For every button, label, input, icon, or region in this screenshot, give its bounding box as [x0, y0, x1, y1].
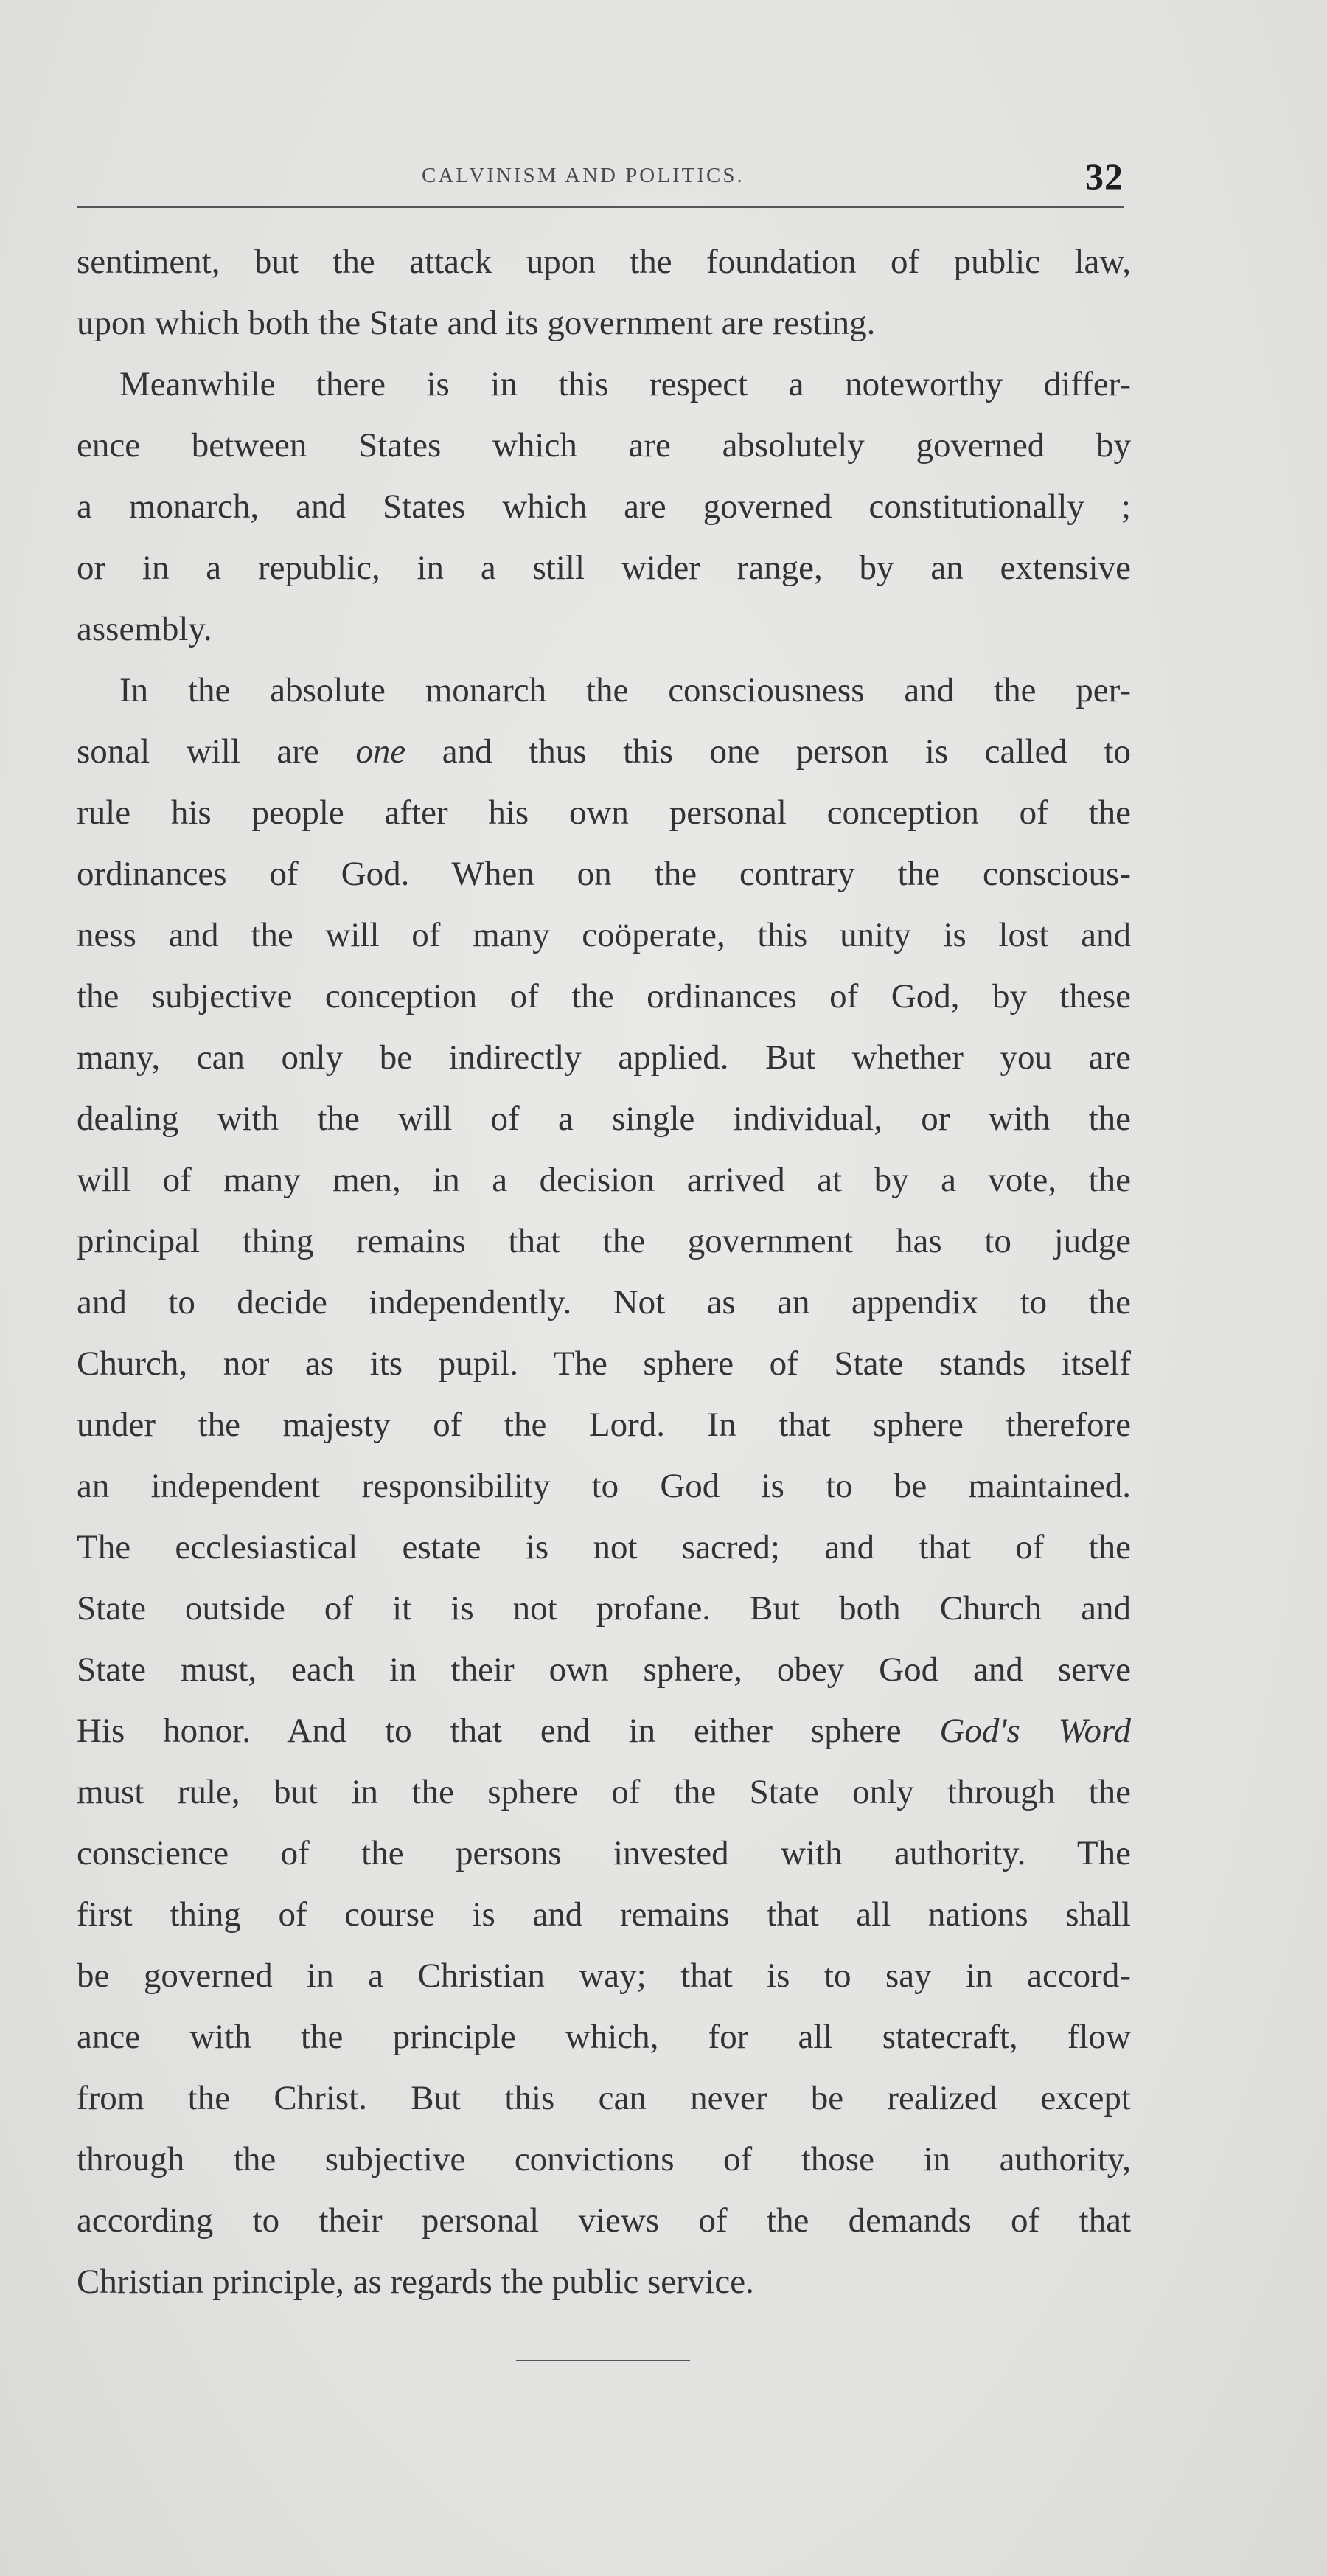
text-line: ance with the principle which, for all statecraft, flow [77, 2018, 1131, 2056]
text-line: under the majesty of the Lord. In that sphere therefore [77, 1406, 1131, 1444]
text-line: Christian principle, as regards the public service. [77, 2263, 754, 2301]
text-line: ence between States which are absolutely governed by [77, 426, 1131, 465]
text-line: sonal will are one and thus this one person is called to [77, 732, 1131, 771]
text-line: through the subjective convictions of those in authority, [77, 2140, 1131, 2179]
text-line: the subjective conception of the ordinances of God, by these [77, 977, 1131, 1016]
text-line: sentiment, but the attack upon the foundation of public law, [77, 243, 1131, 281]
italic-text: one [355, 732, 406, 771]
text-line: and to decide independently. Not as an appendix to the [77, 1283, 1131, 1322]
text-line: assembly. [77, 610, 212, 648]
text-line: according to their personal views of the demands of that [77, 2201, 1131, 2240]
text-line: first thing of course is and remains that all nations shall [77, 1895, 1131, 1934]
paragraph-first-line: Meanwhile there is in this respect a noteworthy differ- [119, 365, 1131, 403]
text-line: Church, nor as its pupil. The sphere of State stands itself [77, 1344, 1131, 1383]
header-rule [77, 206, 1124, 208]
text-line: a monarch, and States which are governed constitutionally ; [77, 487, 1131, 526]
text-line: or in a republic, in a still wider range, by an extensive [77, 549, 1131, 587]
text-line: ness and the will of many coöperate, this unity is lost and [77, 916, 1131, 954]
text-line: be governed in a Christian way; that is to say in accord- [77, 1957, 1131, 1995]
section-end-rule [516, 2360, 690, 2361]
text-line: rule his people after his own personal conception of the [77, 794, 1131, 832]
text-line: ordinances of God. When on the contrary the conscious- [77, 855, 1131, 893]
body-text [77, 232, 1131, 2313]
text-line: State outside of it is not profane. But both Church and [77, 1589, 1131, 1628]
text-line: must rule, but in the sphere of the State only through the [77, 1773, 1131, 1811]
text-line: dealing with the will of a single individual, or with the [77, 1100, 1131, 1138]
text-line: conscience of the persons invested with authority. The [77, 1834, 1131, 1872]
text-line: from the Christ. But this can never be realized except [77, 2079, 1131, 2117]
text-line: His honor. And to that end in either sphere God's Word [77, 1712, 1131, 1750]
text-line: principal thing remains that the government has to judge [77, 1222, 1131, 1260]
text-line: will of many men, in a decision arrived at by a vote, the [77, 1161, 1131, 1199]
text-line: State must, each in their own sphere, obey God and serve [77, 1650, 1131, 1689]
text-line: many, can only be indirectly applied. But whether you are [77, 1038, 1131, 1077]
text-line: upon which both the State and its government are resting. [77, 304, 876, 342]
text-line: an independent responsibility to God is to be maintained. [77, 1467, 1131, 1505]
running-title: CALVINISM AND POLITICS. [422, 164, 745, 187]
running-head [77, 155, 1124, 199]
italic-text: God's Word [939, 1712, 1131, 1750]
page-number: 32 [1085, 156, 1124, 197]
paragraph-first-line: In the absolute monarch the consciousness and the per- [119, 671, 1131, 709]
text-line: The ecclesiastical estate is not sacred; and that of the [77, 1528, 1131, 1566]
